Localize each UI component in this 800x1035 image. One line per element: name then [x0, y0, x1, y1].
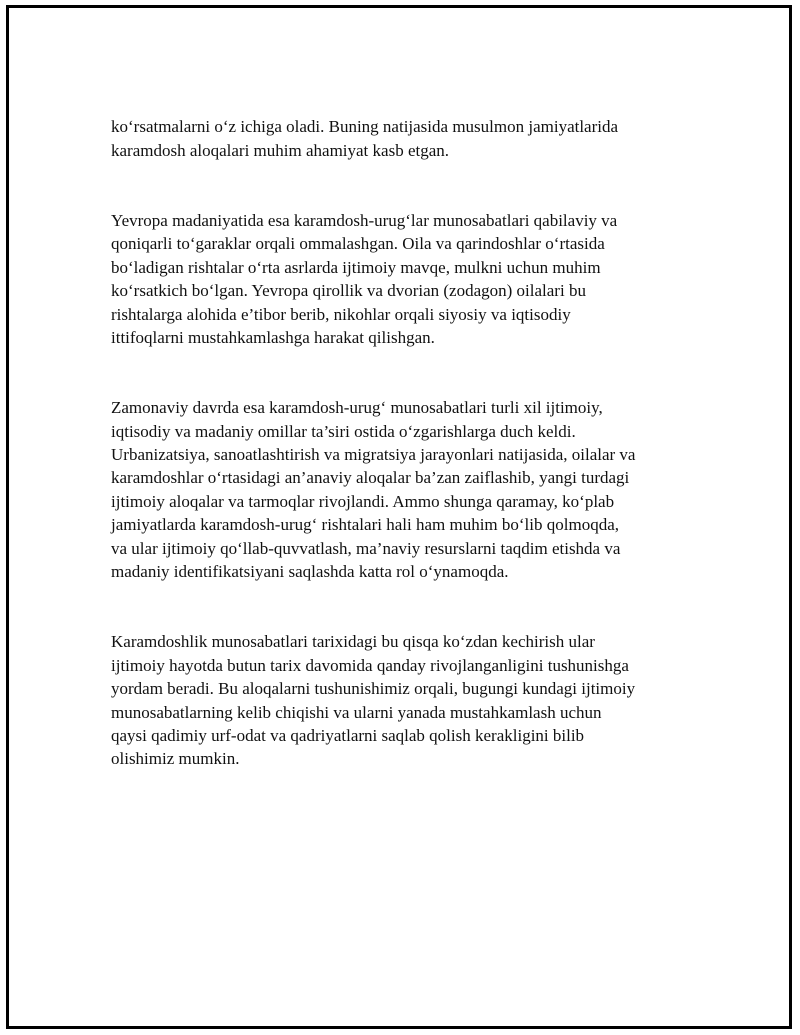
- paragraph-europe: Yevropa madaniyatida esa karamdosh-urug‘lar munosabatlari qabilaviy va qoniqarli to‘garaklar orqali ommalashgan. Oila va qarindoshlar o‘rtasida bo‘ladigan rishtalar o‘rta asrlarda ijtimoiy mavqe, mulkni uchun muhim ko‘rsatkich bo‘lgan. Yevropa qirollik va dvorian (zodagon) oilalari bu rishtalarga alohida e’tibor berib, nikohlar orqali siyosiy va iqtisodiy ittifoqlarni mustahkamlashga harakat qilishgan.: [111, 211, 618, 348]
- document-body: [111, 92, 691, 818]
- paragraph-continuation: ko‘rsatmalarni o‘z ichiga oladi. Buning natijasida musulmon jamiyatlarida karamdosh aloqalari muhim ahamiyat kasb etgan.: [111, 117, 619, 160]
- paragraph-modern-era: Zamonaviy davrda esa karamdosh-urug‘ munosabatlari turli xil ijtimoiy, iqtisodiy va madaniy omillar ta’siri ostida o‘zgarishlarga duch keldi. Urbanizatsiya, sanoatlashtirish va migratsiya jarayonlari natijasida, oilalar va karamdoshlar o‘rtasidagi an’anaviy aloqalar ba’zan zaiflashib, yangi turdagi ijtimoiy aloqalar va tarmoqlar rivojlandi. Ammo shunga qaramay, ko‘plab jamiyatlarda karamdosh-urug‘ rishtalari hali ham muhim bo‘lib qolmoqda, va ular ijtimoiy qo‘llab-quvvatlash, ma’naviy resurslarni taqdim etishda va madaniy identifikatsiyani saqlashda katta rol o‘ynamoqda.: [111, 398, 636, 582]
- paragraph-conclusion: Karamdoshlik munosabatlari tarixidagi bu qisqa ko‘zdan kechirish ular ijtimoiy hayotda butun tarix davomida qanday rivojlanganligini tushunishga yordam beradi. Bu aloqalarni tushunishimiz orqali, bugungi kundagi ijtimoiy munosabatlarning kelib chiqishi va ularni yanada mustahkamlash uchun qaysi qadimiy urf-odat va qadriyatlarni saqlab qolish kerakligini bilib olishimiz mumkin.: [111, 632, 636, 769]
